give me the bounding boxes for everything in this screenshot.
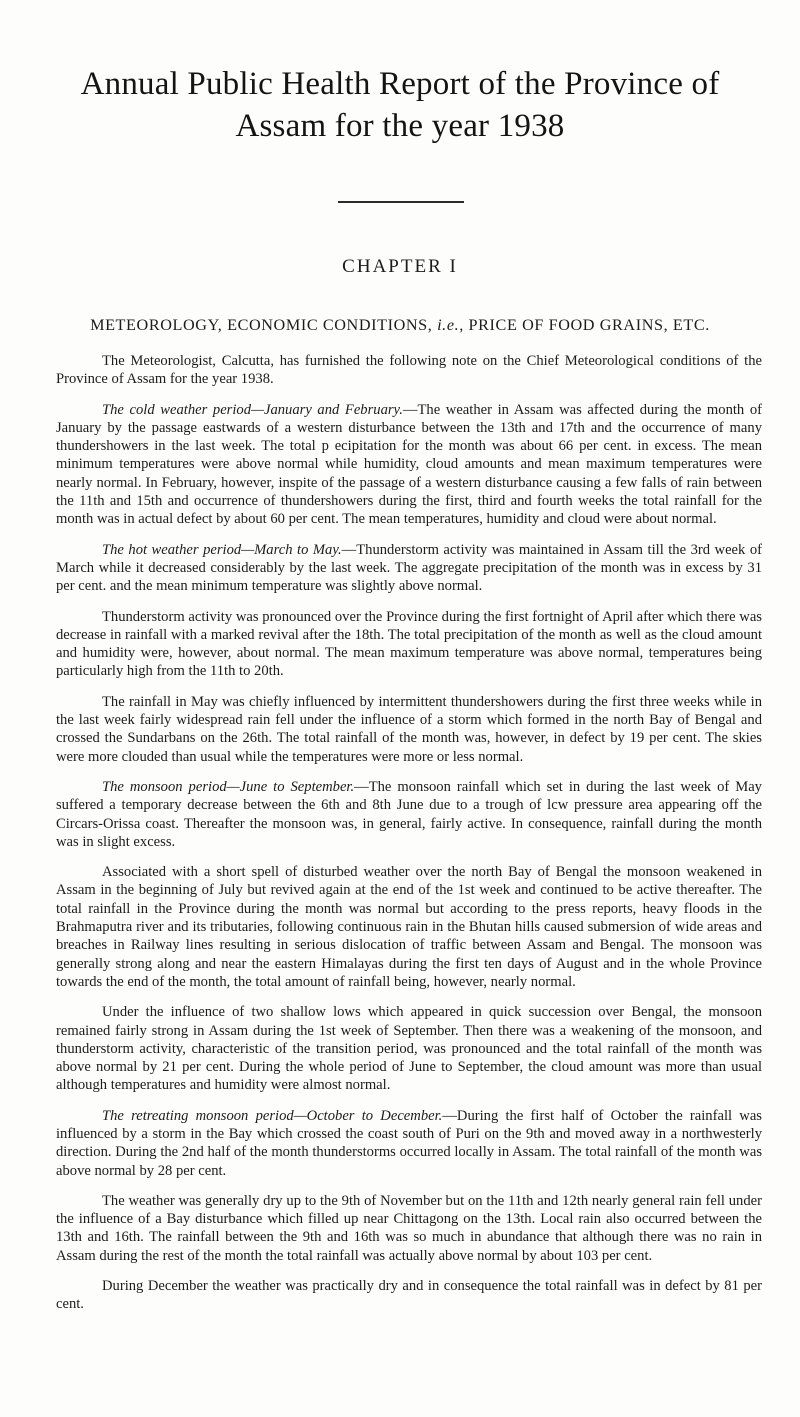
paragraph-text: The weather was generally dry up to the 9th of November but on the 11th and 12th nearly general rain fell under the influence of a Bay disturbance which filled up near Chittagong on the 13th. Local rain also occurred between the 13th and 16th. The rainfall between the 9th and 16th was so much in abundance that although there was no rain in Assam during the rest of the month the total rainfall was actually above normal by about 103 per cent.	[56, 1192, 762, 1264]
paragraph-text: —Thunderstorm activity was maintained in Assam till the 3rd week of March while it decreased considerably by the last week. The aggregate precipitation of the month was in excess by 31 per cent. and the mean minimum temperature was slightly above normal.	[56, 541, 762, 595]
paragraph	[56, 352, 762, 389]
section-heading: The retreating monsoon period—October to December.	[102, 1107, 443, 1124]
paragraph	[56, 1192, 762, 1265]
paragraph-text: Associated with a short spell of disturbed weather over the north Bay of Bengal the monsoon weakened in Assam in the beginning of July but revived again at the end of the 1st week and continued to be active thereafter. The total rainfall in the Province during the month was normal but according to the press reports, heavy floods in the Brahmaputra river and its tributaries, following continuous rain in the Bhutan hills caused submersion of wide areas and breaches in Railway lines resulting in serious dislocation of traffic between Assam and Bengal. The monsoon was generally strong along and near the eastern Himalayas during the first ten days of August and in the whole Province towards the end of the month, the total amount of rainfall being, however, nearly normal.	[56, 864, 762, 990]
paragraph-text: —The monsoon rainfall which set in during the last week of May suffered a temporary decrease between the 6th and 8th June due to a trough of lcw pressure area appearing off the Circars-Orissa coast. Thereafter the monsoon was, in general, fairly active. In consequence, rainfall during the month was in slight excess.	[56, 778, 762, 850]
report-title-line-2: Assam for the year 1938	[235, 108, 565, 144]
paragraph	[56, 863, 762, 991]
paragraph-text: During December the weather was practically dry and in consequence the total rainfall was in defect by 81 per cent.	[56, 1278, 762, 1313]
paragraph	[56, 1003, 762, 1094]
report-body	[56, 352, 762, 1326]
paragraph-text: —During the first half of October the rainfall was influenced by a storm in the Bay which crossed the coast south of Puri on the 9th and moved away in a northwesterly direction. During the 2nd half of the month thunderstorms occurred locally in Assam. The total rainfall of the month was above normal by 28 per cent.	[56, 1107, 762, 1179]
paragraph-text: Thunderstorm activity was pronounced over the Province during the first fortnight of April after which there was decrease in rainfall with a marked revival after the 18th. The total precipitation of the month as well as the cloud amount and humidity were, however, about normal. The mean maximum temperature was above normal, temperatures being particularly high from the 11th to 20th.	[56, 608, 762, 680]
chapter-subheading	[0, 316, 800, 335]
paragraph	[56, 778, 762, 851]
subheading-text-end: PRICE OF FOOD GRAINS, ETC.	[463, 316, 710, 334]
paragraph-text: The Meteorologist, Calcutta, has furnished the following note on the Chief Meteorological conditions of the Province of Assam for the year 1938.	[56, 353, 762, 388]
report-title-line-1: Annual Public Health Report of the Province of	[80, 66, 720, 102]
paragraph	[56, 608, 762, 681]
subheading-ie: i.e.,	[437, 316, 464, 334]
paragraph-text: Under the influence of two shallow lows which appeared in quick succession over Bengal, the monsoon remained fairly strong in Assam during the 1st week of September. Then there was a weakening of the monsoon, and thunderstorm activity, characteristic of the transition period, was pronounced and the total rainfall of the month was above normal by 21 per cent. During the whole period of June to September, the cloud amount was more than usual although temperatures and humidity were almost normal.	[56, 1004, 762, 1094]
paragraph	[56, 1107, 762, 1180]
subheading-text: METEOROLOGY, ECONOMIC CONDITIONS,	[90, 316, 438, 334]
paragraph	[56, 541, 762, 596]
title-divider	[338, 201, 464, 203]
paragraph	[56, 693, 762, 766]
section-heading: The hot weather period—March to May.	[102, 541, 342, 558]
section-heading: The monsoon period—June to September.	[102, 778, 355, 795]
paragraph	[56, 401, 762, 529]
chapter-heading: CHAPTER I	[342, 256, 458, 277]
section-heading: The cold weather period—January and February.	[102, 401, 403, 418]
paragraph-text: —The weather in Assam was affected during the month of January by the passage eastwards of a western disturbance between the 13th and 17th and the occurrence of many thundershowers in the last week. The total p ecipitation for the month was about 66 per cent. in excess. The mean minimum temperatures were above normal while humidity, cloud amounts and mean maximum temperatures were nearly normal. In February, however, inspite of the passage of a western disturbance causing a few falls of rain between the 11th and 15th and occurrence of thundershowers during the first, third and fourth weeks the total rainfall for the month was in actual defect by about 60 per cent. The mean temperatures, humidity and cloud were about normal.	[56, 401, 763, 528]
paragraph-text: The rainfall in May was chiefly influenced by intermittent thundershowers during the first three weeks while in the last week fairly widespread rain fell under the influence of a storm which formed in the north Bay of Bengal and crossed the Sundarbans on the 26th. The total rainfall of the month was, however, in defect by 19 per cent. The skies were more clouded than usual while the temperatures were more or less normal.	[56, 693, 762, 765]
paragraph	[56, 1277, 762, 1314]
